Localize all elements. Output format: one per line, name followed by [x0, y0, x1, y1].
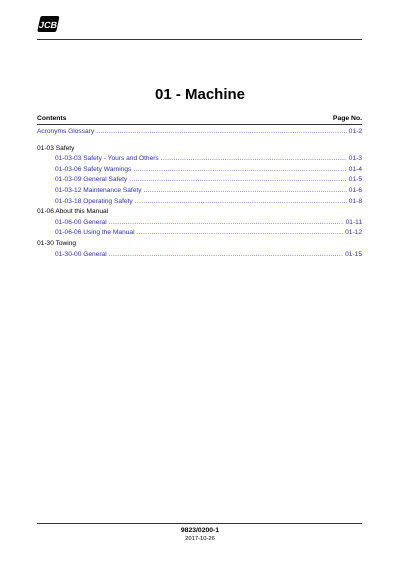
contents-label: Contents — [37, 115, 67, 122]
page-title: 01 - Machine — [154, 86, 246, 103]
dot-leader — [161, 154, 347, 165]
toc-entry-label: 01-03-06 Safety Warnings — [55, 165, 132, 173]
toc-section-heading: 01-06 About this Manual — [37, 208, 109, 216]
dot-leader — [109, 250, 343, 261]
toc-entry[interactable] — [37, 186, 362, 197]
dot-leader — [135, 197, 347, 208]
header-rule — [37, 39, 362, 40]
toc-section-heading: 01-30 Towing — [37, 239, 77, 247]
dot-leader — [109, 218, 344, 229]
toc-entry-label: 01-30-00 General — [55, 250, 107, 258]
toc-entry-page: 01-4 — [348, 165, 362, 173]
toc-entry-label: 01-03-03 Safety - Yours and Others — [55, 155, 159, 163]
toc-entry-page: 01-15 — [345, 250, 362, 258]
toc-entry-label: 01-06-06 Using the Manual — [55, 229, 135, 237]
toc-entry[interactable] — [37, 175, 362, 186]
dot-leader — [137, 228, 344, 239]
page-no-label: Page No. — [332, 115, 362, 122]
toc-entry[interactable] — [37, 197, 362, 208]
jcb-logo — [37, 14, 61, 34]
toc-entry-label: 01-03-18 Operating Safety — [55, 197, 133, 205]
toc-entry[interactable] — [37, 250, 362, 261]
toc-entry-label: 01-03-12 Maintenance Safety — [55, 186, 142, 194]
dot-leader — [129, 175, 347, 186]
footer-rule — [37, 523, 362, 524]
toc-entry-page: 01-3 — [348, 155, 362, 163]
toc-entry-page: 01-6 — [348, 186, 362, 194]
toc-entry-label: 01-03-09 General Safety — [55, 176, 128, 184]
document-date: 2017-10-26 — [185, 536, 215, 542]
dot-leader — [144, 186, 347, 197]
toc-header-rule — [37, 124, 362, 125]
toc-section-heading: 01-03 Safety — [37, 144, 75, 152]
toc-entry-label: Acronyms Glossary — [37, 128, 95, 135]
toc-entry[interactable] — [37, 228, 362, 239]
toc-header — [37, 115, 362, 122]
toc-entry-label: 01-06-00 General — [55, 218, 107, 226]
toc-entry-page: 01-2 — [348, 128, 362, 135]
toc-entry[interactable] — [37, 218, 362, 229]
toc-entry[interactable] — [37, 165, 362, 176]
toc-entry-page: 01-12 — [345, 229, 362, 237]
toc-entry[interactable] — [37, 154, 362, 165]
table-of-contents — [37, 127, 362, 260]
dot-leader — [96, 127, 347, 138]
toc-entry-acronyms-glossary[interactable] — [37, 127, 362, 138]
dot-leader — [133, 165, 346, 176]
toc-entry-page: 01-8 — [348, 197, 362, 205]
document-code: 9823/0200-1 — [180, 527, 220, 534]
toc-entry-page: 01-5 — [348, 176, 362, 184]
svg-text:JCB: JCB — [38, 20, 59, 30]
toc-entry-page: 01-11 — [345, 218, 362, 226]
